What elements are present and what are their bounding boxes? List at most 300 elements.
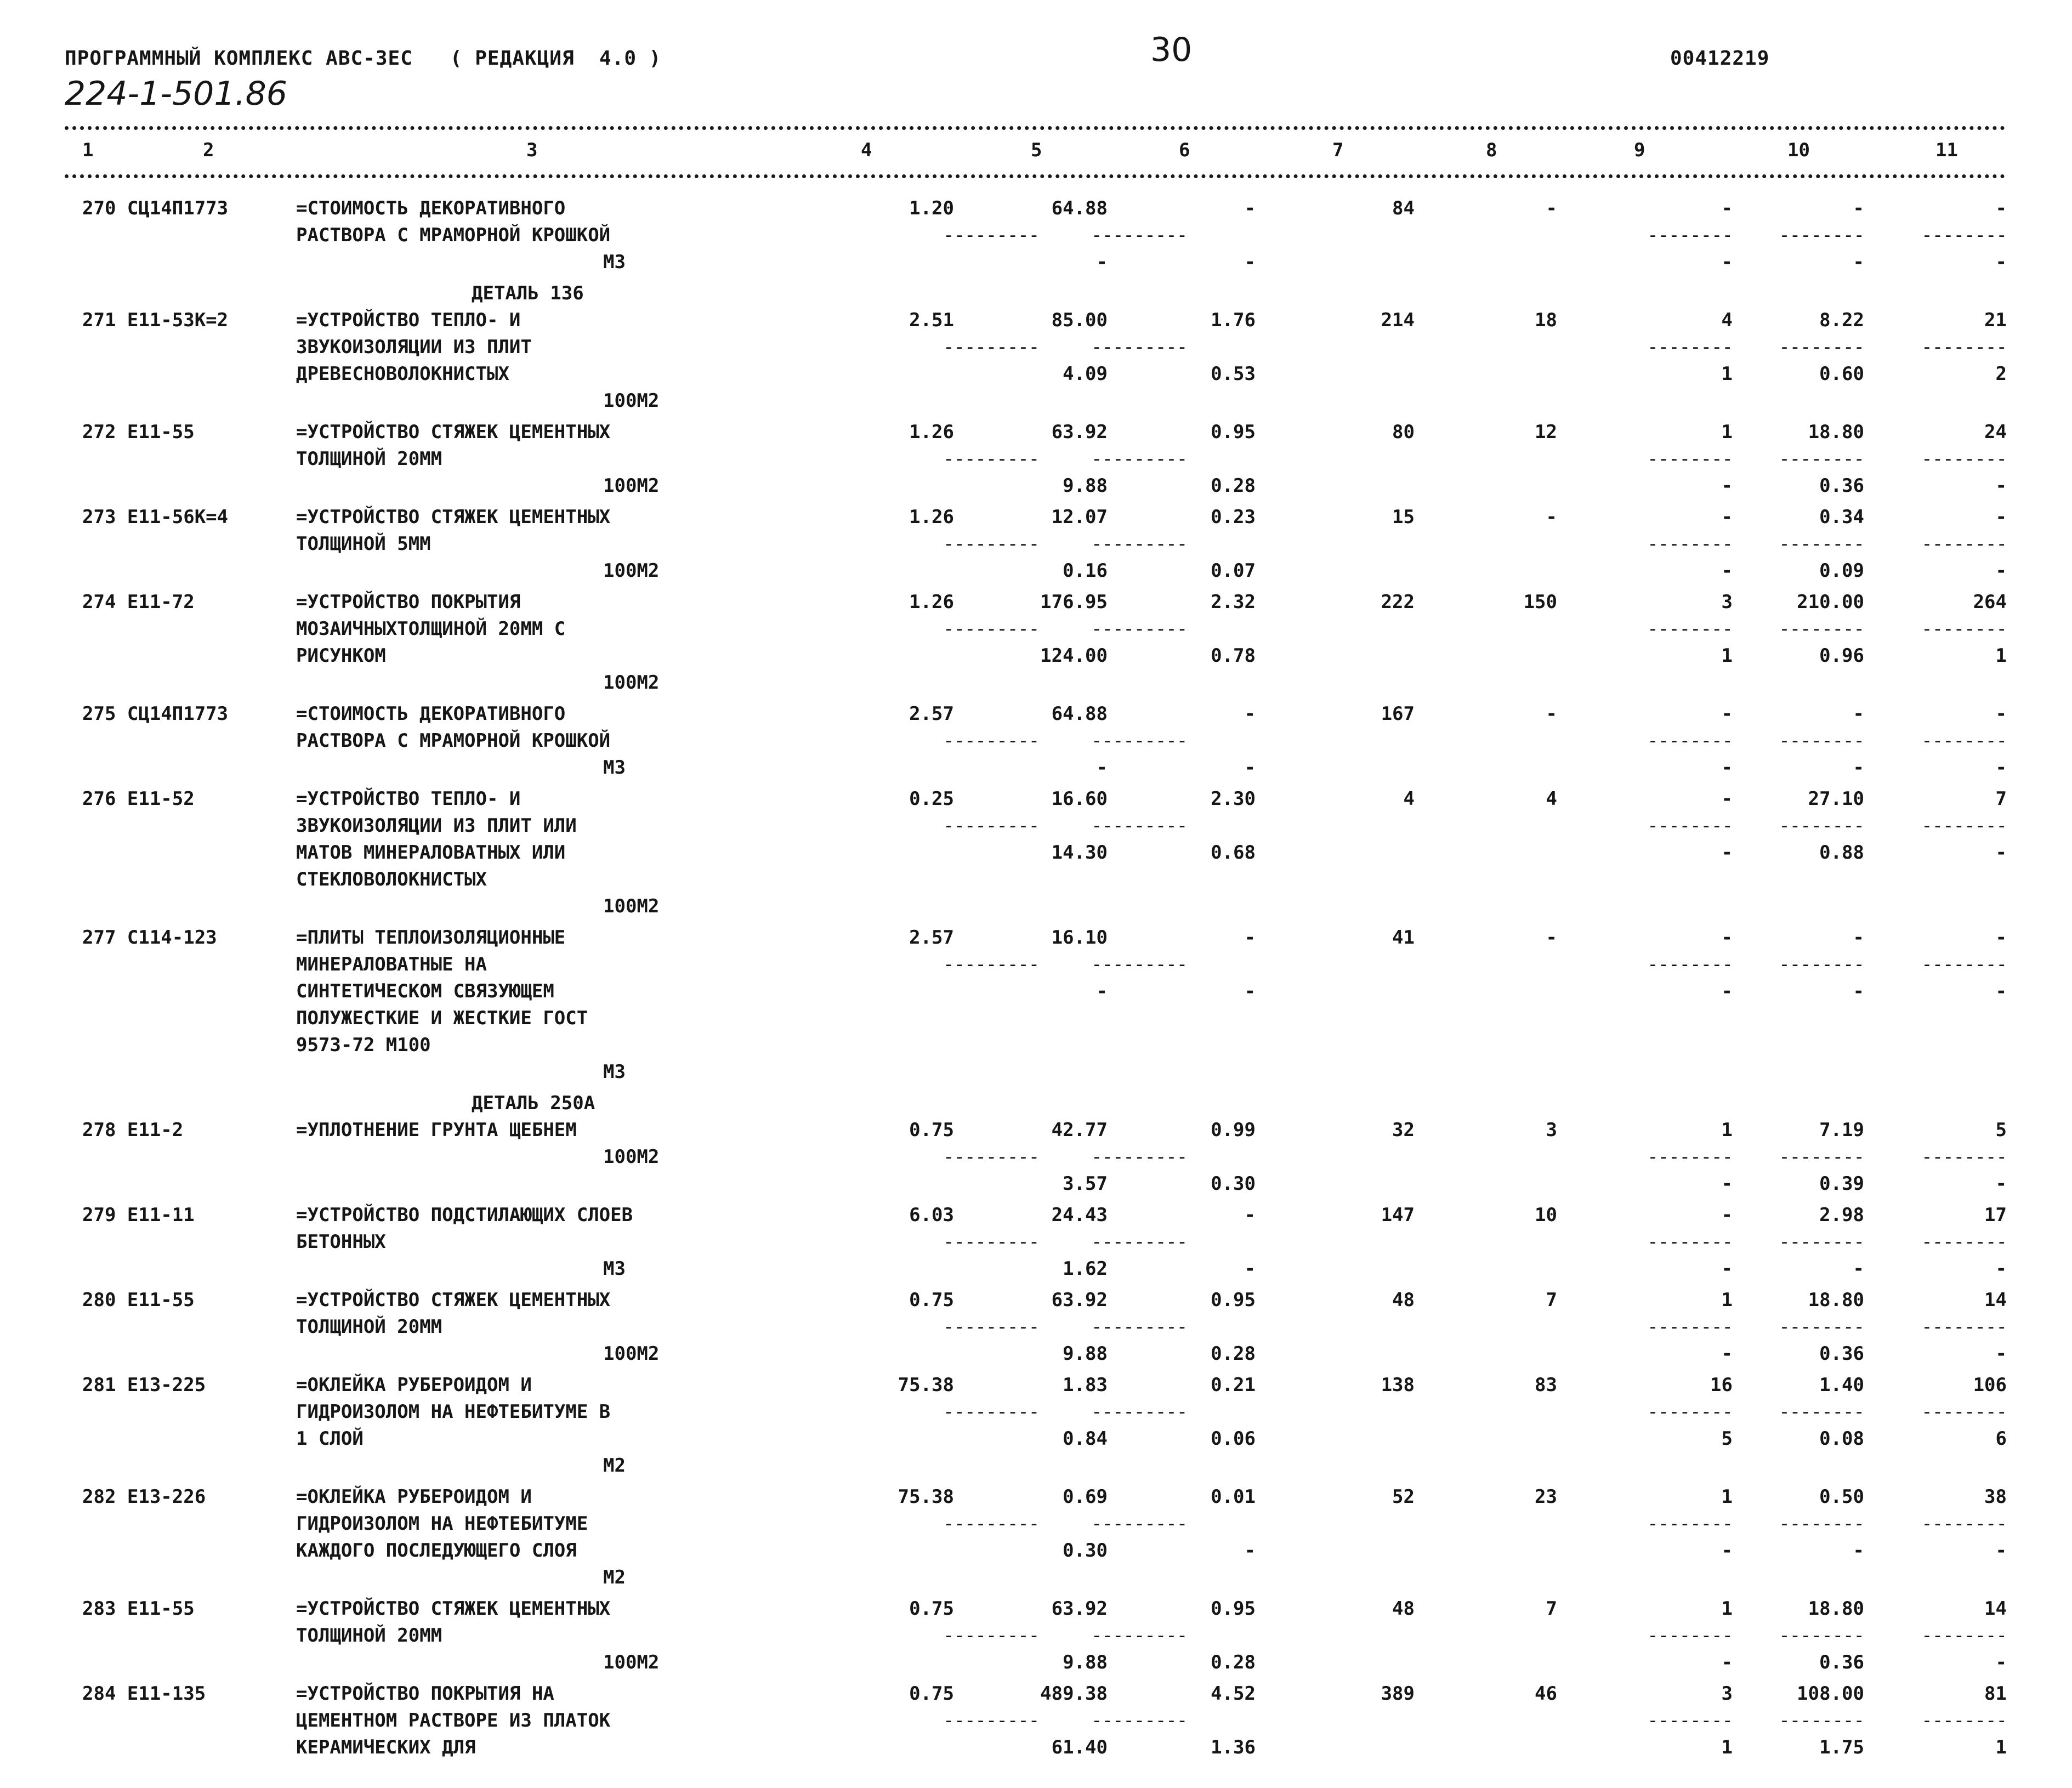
quantity: 0.75 [909, 1119, 954, 1141]
value: - [1721, 1173, 1733, 1195]
dashed-separator: --------- [943, 1401, 1040, 1423]
dashed-separator: -------- [1647, 1316, 1733, 1338]
value: - [1995, 1540, 2007, 1562]
description-line: ТОЛЩИНОЙ 20ММ [296, 1625, 442, 1647]
unit-cost [943, 1484, 1108, 1564]
unit-label: 100М2 [603, 560, 660, 582]
value: 61.40 [1051, 1736, 1108, 1758]
value: 85.00 [1051, 309, 1108, 331]
unit-label: 100М2 [603, 895, 660, 917]
labor-hours [1700, 1484, 1864, 1564]
machine-cost [1091, 1117, 1256, 1197]
value: 14 [1984, 1289, 2007, 1311]
unit-label: 100М2 [603, 1146, 660, 1168]
unit-cost [943, 1596, 1108, 1676]
value: 14.30 [1051, 842, 1108, 864]
work-description [296, 280, 659, 415]
labor-hours-total [1842, 1484, 2007, 1564]
value: - [1853, 1258, 1864, 1280]
machine-cost [1091, 1681, 1256, 1761]
value: 21 [1984, 309, 2007, 331]
description-line: ТОЛЩИНОЙ 20ММ [296, 448, 442, 470]
labor-cost: - [1546, 703, 1557, 725]
description-line: =СТОИМОСТЬ ДЕКОРАТИВНОГО [296, 197, 566, 219]
description-line: =ОКЛЕЙКА РУБЕРОИДОМ И [296, 1374, 532, 1396]
value: 18.80 [1808, 421, 1864, 443]
labor-hours-total [1842, 924, 2007, 1005]
dashed-separator: --------- [1091, 336, 1188, 358]
dashed-separator: --------- [1091, 533, 1188, 555]
description-line: ДРЕВЕСНОВОЛОКНИСТЫХ [296, 363, 509, 385]
value: 1 [1721, 1598, 1733, 1620]
value: 108.00 [1797, 1683, 1864, 1705]
unit-label: М3 [603, 1258, 626, 1280]
labor-hours [1700, 1202, 1864, 1282]
position-code: 270 СЦ14П1773 [82, 197, 229, 219]
column-header: 9 [1634, 139, 1645, 161]
total-cost: 48 [1392, 1598, 1415, 1620]
description-line: КЕРАМИЧЕСКИХ ДЛЯ [296, 1736, 476, 1758]
value: - [1721, 1258, 1733, 1280]
work-description [296, 1596, 659, 1676]
total-cost: 84 [1392, 197, 1415, 219]
dashed-separator: -------- [1647, 1146, 1733, 1168]
value: - [1995, 842, 2007, 864]
labor-hours [1700, 195, 1864, 276]
value: - [1853, 251, 1864, 273]
description-line: ГИДРОИЗОЛОМ НА НЕФТЕБИТУМЕ [296, 1513, 588, 1535]
total-cost: 167 [1381, 703, 1415, 725]
dashed-separator: -------- [1921, 448, 2007, 470]
value: - [1721, 1343, 1733, 1365]
value: 14 [1984, 1598, 2007, 1620]
value: - [1244, 757, 1256, 779]
description-line: МИНЕРАЛОВАТНЫЕ НА [296, 953, 487, 975]
total-cost: 52 [1392, 1486, 1415, 1508]
dashed-separator: -------- [1779, 336, 1864, 358]
value: 0.30 [1211, 1173, 1256, 1195]
labor-cost: 23 [1535, 1486, 1557, 1508]
labor-hours-total [1842, 1596, 2007, 1676]
labor-cost: 4 [1546, 788, 1557, 810]
unit-cost [943, 701, 1108, 781]
value: - [1995, 757, 2007, 779]
dashed-separator: -------- [1647, 1513, 1733, 1535]
dashed-separator: --------- [1091, 1710, 1188, 1732]
column-header: 6 [1179, 139, 1190, 161]
position-code: 283 Е11-55 [82, 1598, 195, 1620]
labor-hours-total [1842, 589, 2007, 669]
value: 9.88 [1063, 475, 1108, 497]
value: - [1995, 1651, 2007, 1673]
dashed-separator: -------- [1779, 1146, 1864, 1168]
value: 1.62 [1063, 1258, 1108, 1280]
labor-hours [1700, 1287, 1864, 1367]
value: - [1721, 788, 1733, 810]
dashed-separator: -------- [1779, 224, 1864, 246]
dashed-separator: --------- [1091, 953, 1188, 975]
labor-hours [1700, 701, 1864, 781]
detail-heading: ДЕТАЛЬ 250А [472, 1092, 595, 1114]
value: - [1244, 1204, 1256, 1226]
total-cost: 4 [1403, 788, 1415, 810]
value: 0.16 [1063, 560, 1108, 582]
value: 0.39 [1819, 1173, 1864, 1195]
unit-label: 100М2 [603, 672, 660, 694]
total-cost: 41 [1392, 927, 1415, 949]
value: - [1995, 927, 2007, 949]
value: - [1721, 197, 1733, 219]
dashed-separator: -------- [1921, 224, 2007, 246]
value: - [1721, 980, 1733, 1002]
value: 3 [1721, 591, 1733, 613]
value: 81 [1984, 1683, 2007, 1705]
labor-hours [1700, 307, 1864, 388]
value: 1 [1721, 421, 1733, 443]
value: 27.10 [1808, 788, 1864, 810]
value: - [1721, 1204, 1733, 1226]
labor-cost: 150 [1523, 591, 1557, 613]
labor-hours-total [1842, 419, 2007, 499]
value: 1 [1721, 1736, 1733, 1758]
total-cost: 32 [1392, 1119, 1415, 1141]
description-line: КАЖДОГО ПОСЛЕДУЮЩЕГО СЛОЯ [296, 1540, 577, 1562]
dashed-separator: --------- [943, 953, 1040, 975]
total-cost: 389 [1381, 1683, 1415, 1705]
column-header: 5 [1031, 139, 1042, 161]
value: - [1244, 197, 1256, 219]
dashed-separator: --------- [943, 815, 1040, 837]
dashed-separator: --------- [943, 730, 1040, 752]
dashed-separator: -------- [1921, 1316, 2007, 1338]
value: - [1721, 475, 1733, 497]
description-line: СТЕКЛОВОЛОКНИСТЫХ [296, 869, 487, 890]
description-line: =УСТРОЙСТВО СТЯЖЕК ЦЕМЕНТНЫХ [296, 1289, 611, 1311]
estimate-table [0, 195, 2072, 1758]
labor-hours-total [1842, 1681, 2007, 1761]
description-line: СИНТЕТИЧЕСКОМ СВЯЗУЮЩЕМ [296, 980, 554, 1002]
column-header: 11 [1935, 139, 1958, 161]
value: 0.36 [1819, 1651, 1864, 1673]
dashed-separator: -------- [1921, 730, 2007, 752]
dashed-separator: --------- [1091, 1513, 1188, 1535]
description-line: =УСТРОЙСТВО СТЯЖЕК ЦЕМЕНТНЫХ [296, 421, 611, 443]
value: - [1721, 251, 1733, 273]
machine-cost [1091, 195, 1256, 276]
dashed-separator: --------- [943, 336, 1040, 358]
value: - [1995, 1173, 2007, 1195]
description-line: =УСТРОЙСТВО ПОКРЫТИЯ НА [296, 1683, 554, 1705]
value: 64.88 [1051, 703, 1108, 725]
value: - [1244, 703, 1256, 725]
description-line: ТОЛЩИНОЙ 5ММ [296, 533, 431, 555]
quantity: 1.26 [909, 506, 954, 528]
value: - [1853, 980, 1864, 1002]
description-line: =УСТРОЙСТВО ТЕПЛО- И [296, 309, 521, 331]
value: - [1721, 1540, 1733, 1562]
value: 0.28 [1211, 1343, 1256, 1365]
dashed-separator: -------- [1921, 336, 2007, 358]
dashed-separator: -------- [1921, 1146, 2007, 1168]
value: 63.92 [1051, 421, 1108, 443]
column-header: 1 [82, 139, 94, 161]
dashed-separator: --------- [1091, 1401, 1188, 1423]
unit-cost [943, 1287, 1108, 1367]
dashed-separator: -------- [1647, 1625, 1733, 1647]
description-line: РАСТВОРА С МРАМОРНОЙ КРОШКОЙ [296, 224, 611, 246]
description-line: ЦЕМЕНТНОМ РАСТВОРЕ ИЗ ПЛАТОК [296, 1710, 611, 1732]
unit-cost [943, 924, 1108, 1005]
value: - [1721, 757, 1733, 779]
unit-cost [943, 1681, 1108, 1761]
labor-cost: 12 [1535, 421, 1557, 443]
column-header-row [0, 139, 2072, 167]
dashed-separator: -------- [1779, 815, 1864, 837]
value: 176.95 [1040, 591, 1108, 613]
value: 0.50 [1819, 1486, 1864, 1508]
total-cost: 222 [1381, 591, 1415, 613]
value: - [1995, 703, 2007, 725]
labor-cost: 18 [1535, 309, 1557, 331]
dashed-separator: -------- [1921, 533, 2007, 555]
total-cost: 147 [1381, 1204, 1415, 1226]
dashed-separator: -------- [1779, 1710, 1864, 1732]
column-header: 10 [1787, 139, 1810, 161]
machine-cost [1091, 504, 1256, 584]
labor-hours-total [1842, 504, 2007, 584]
value: 0.07 [1211, 560, 1256, 582]
dashed-separator: -------- [1921, 1710, 2007, 1732]
machine-cost [1091, 924, 1256, 1005]
description-line: ЗВУКОИЗОЛЯЦИИ ИЗ ПЛИТ ИЛИ [296, 815, 577, 837]
dashed-separator: -------- [1921, 1513, 2007, 1535]
description-line: =ОКЛЕЙКА РУБЕРОИДОМ И [296, 1486, 532, 1508]
quantity: 75.38 [898, 1486, 954, 1508]
total-cost: 214 [1381, 309, 1415, 331]
position-code: 271 Е11-53К=2 [82, 309, 229, 331]
labor-hours-total [1842, 1202, 2007, 1282]
dashed-separator: -------- [1647, 1710, 1733, 1732]
value: - [1244, 1540, 1256, 1562]
description-line: МОЗАИЧНЫХТОЛЩИНОЙ 20ММ С [296, 618, 566, 640]
quantity: 0.75 [909, 1289, 954, 1311]
value: 0.36 [1819, 1343, 1864, 1365]
value: - [1244, 251, 1256, 273]
value: - [1995, 1343, 2007, 1365]
labor-cost: 83 [1535, 1374, 1557, 1396]
detail-heading: ДЕТАЛЬ 136 [472, 282, 584, 304]
position-code: 275 СЦ14П1773 [82, 703, 229, 725]
unit-label: М3 [603, 757, 626, 779]
value: 0.84 [1063, 1428, 1108, 1450]
dashed-separator: -------- [1647, 1231, 1733, 1253]
value: 0.95 [1211, 421, 1256, 443]
value: 0.99 [1211, 1119, 1256, 1141]
dashed-separator: --------- [1091, 224, 1188, 246]
value: 18.80 [1808, 1598, 1864, 1620]
description-line: РАСТВОРА С МРАМОРНОЙ КРОШКОЙ [296, 730, 611, 752]
value: - [1853, 757, 1864, 779]
value: 0.36 [1819, 475, 1864, 497]
value: - [1853, 1540, 1864, 1562]
unit-label: 100М2 [603, 475, 660, 497]
unit-label: М3 [603, 251, 626, 273]
dashed-separator: -------- [1779, 448, 1864, 470]
total-cost: 15 [1392, 506, 1415, 528]
description-line: МАТОВ МИНЕРАЛОВАТНЫХ ИЛИ [296, 842, 566, 864]
quantity: 75.38 [898, 1374, 954, 1396]
quantity: 0.75 [909, 1683, 954, 1705]
labor-hours-total [1842, 1372, 2007, 1452]
dashed-separator: --------- [943, 1316, 1040, 1338]
value: 9.88 [1063, 1651, 1108, 1673]
position-code: 276 Е11-52 [82, 788, 195, 810]
quantity: 0.75 [909, 1598, 954, 1620]
work-description [296, 924, 626, 1086]
dashed-separator: -------- [1921, 1231, 2007, 1253]
value: - [1244, 980, 1256, 1002]
position-code: 281 Е13-225 [82, 1374, 206, 1396]
value: 1 [1995, 1736, 2007, 1758]
description-line: =УСТРОЙСТВО СТЯЖЕК ЦЕМЕНТНЫХ [296, 1598, 611, 1620]
value: - [1995, 475, 2007, 497]
page-number: 30 [1150, 31, 1193, 69]
labor-hours [1700, 419, 1864, 499]
value: 0.30 [1063, 1540, 1108, 1562]
value: 24 [1984, 421, 2007, 443]
value: 210.00 [1797, 591, 1864, 613]
dashed-separator: -------- [1647, 730, 1733, 752]
value: 16.10 [1051, 927, 1108, 949]
description-line: 9573-72 М100 [296, 1034, 431, 1056]
value: 1.40 [1819, 1374, 1864, 1396]
work-description [296, 1090, 659, 1171]
labor-hours-total [1842, 1287, 2007, 1367]
dashed-separator: --------- [1091, 1231, 1188, 1253]
description-line: =УСТРОЙСТВО СТЯЖЕК ЦЕМЕНТНЫХ [296, 506, 611, 528]
value: - [1853, 703, 1864, 725]
work-description [296, 1372, 626, 1479]
value: 1 [1995, 645, 2007, 667]
value: 3 [1721, 1683, 1733, 1705]
unit-cost [943, 195, 1108, 276]
value: - [1721, 703, 1733, 725]
labor-hours-total [1842, 701, 2007, 781]
work-description [296, 1202, 633, 1282]
dashed-separator: --------- [1091, 815, 1188, 837]
value: 7 [1995, 788, 2007, 810]
unit-cost [943, 307, 1108, 388]
dashed-separator: -------- [1779, 953, 1864, 975]
dashed-separator: -------- [1647, 1401, 1733, 1423]
labor-hours [1700, 1681, 1864, 1761]
value: 24.43 [1051, 1204, 1108, 1226]
labor-hours [1700, 1372, 1864, 1452]
quantity: 2.57 [909, 703, 954, 725]
unit-label: 100М2 [603, 1343, 660, 1365]
machine-cost [1091, 1287, 1256, 1367]
labor-hours-total [1842, 1117, 2007, 1197]
position-code: 282 Е13-226 [82, 1486, 206, 1508]
value: 18.80 [1808, 1289, 1864, 1311]
value: - [1721, 927, 1733, 949]
dashed-separator: -------- [1921, 618, 2007, 640]
machine-cost [1091, 701, 1256, 781]
value: 12.07 [1051, 506, 1108, 528]
total-cost: 48 [1392, 1289, 1415, 1311]
document-number: 224-1-501.86 [65, 75, 287, 113]
work-description [296, 195, 626, 276]
work-description [296, 786, 659, 920]
quantity: 6.03 [909, 1204, 954, 1226]
description-line: =УСТРОЙСТВО ТЕПЛО- И [296, 788, 521, 810]
work-description [296, 701, 626, 781]
value: - [1853, 927, 1864, 949]
dashed-separator: --------- [943, 1710, 1040, 1732]
position-code: 274 Е11-72 [82, 591, 195, 613]
value: 4.09 [1063, 363, 1108, 385]
dashed-separator: -------- [1779, 1231, 1864, 1253]
description-line: ПОЛУЖЕСТКИЕ И ЖЕСТКИЕ ГОСТ [296, 1007, 588, 1029]
value: 64.88 [1051, 197, 1108, 219]
column-header: 4 [861, 139, 872, 161]
value: 0.78 [1211, 645, 1256, 667]
dashed-separator: --------- [1091, 1316, 1188, 1338]
work-description [296, 1484, 626, 1591]
value: 0.01 [1211, 1486, 1256, 1508]
dashed-separator: -------- [1647, 448, 1733, 470]
value: - [1721, 506, 1733, 528]
value: 63.92 [1051, 1289, 1108, 1311]
value: - [1096, 251, 1108, 273]
value: - [1995, 1258, 2007, 1280]
labor-hours-total [1842, 786, 2007, 866]
description-line: БЕТОННЫХ [296, 1231, 386, 1253]
value: - [1721, 560, 1733, 582]
dashed-separator: --------- [943, 533, 1040, 555]
unit-label: 100М2 [603, 390, 660, 412]
position-code: 277 С114-123 [82, 927, 217, 949]
description-line: =ПЛИТЫ ТЕПЛОИЗОЛЯЦИОННЫЕ [296, 927, 566, 949]
value: 0.23 [1211, 506, 1256, 528]
value: - [1721, 842, 1733, 864]
value: - [1995, 251, 2007, 273]
column-header: 3 [526, 139, 538, 161]
dashed-separator: -------- [1921, 815, 2007, 837]
dashed-separator: -------- [1647, 815, 1733, 837]
value: - [1096, 757, 1108, 779]
value: 0.95 [1211, 1289, 1256, 1311]
description-line: 1 СЛОЙ [296, 1428, 364, 1450]
value: - [1853, 197, 1864, 219]
column-header: 2 [203, 139, 214, 161]
value: 0.95 [1211, 1598, 1256, 1620]
column-header: 8 [1486, 139, 1497, 161]
description-line: ЗВУКОИЗОЛЯЦИИ ИЗ ПЛИТ [296, 336, 532, 358]
column-header: 7 [1332, 139, 1344, 161]
labor-hours [1700, 1117, 1864, 1197]
value: 0.60 [1819, 363, 1864, 385]
labor-cost: - [1546, 506, 1557, 528]
description-line: ГИДРОИЗОЛОМ НА НЕФТЕБИТУМЕ В [296, 1401, 611, 1423]
dashed-separator: --------- [943, 1513, 1040, 1535]
unit-cost [943, 419, 1108, 499]
value: 7.19 [1819, 1119, 1864, 1141]
dashed-separator: --------- [1091, 1625, 1188, 1647]
program-header: ПРОГРАММНЫЙ КОМПЛЕКС АВС-ЗЕС ( РЕДАКЦИЯ 4.0 ) [65, 47, 662, 70]
value: 0.08 [1819, 1428, 1864, 1450]
header-divider [65, 174, 2006, 178]
